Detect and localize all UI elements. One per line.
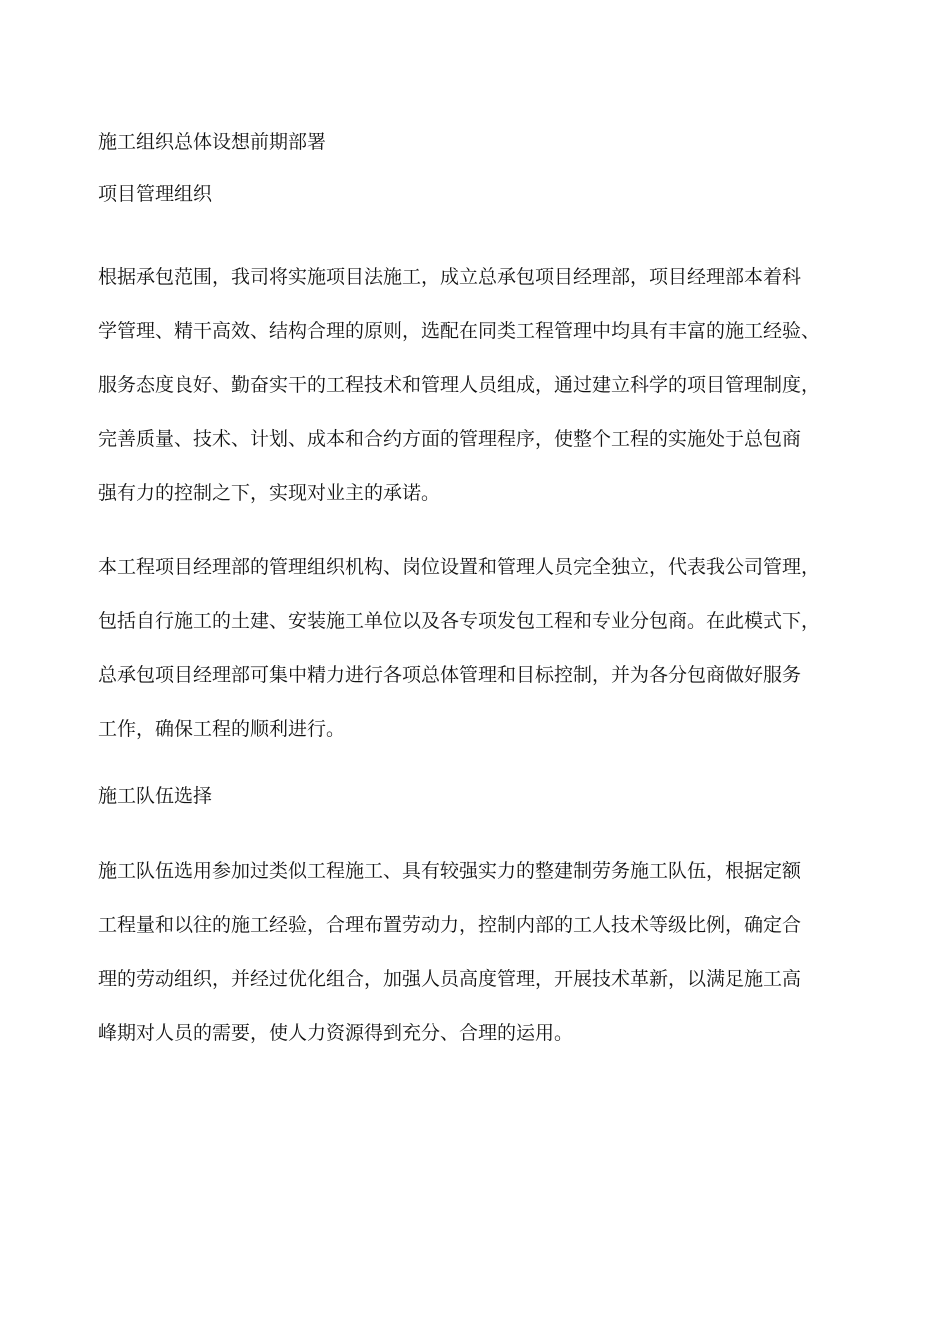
text-line: 总承包项目经理部可集中精力进行各项总体管理和目标控制，并为各分包商做好服务 [98,664,802,686]
section-heading-team-selection: 施工队伍选择 [98,785,213,807]
text-line: 本工程项目经理部的管理组织机构、岗位设置和管理人员完全独立，代表我公司管理， [98,556,821,578]
section-heading-project-management: 项目管理组织 [98,183,213,205]
text-line: 理的劳动组织，并经过优化组合，加强人员高度管理，开展技术革新，以满足施工高 [98,968,802,990]
paragraph-team-selection-1 [98,844,868,1060]
text-line: 服务态度良好、勤奋实干的工程技术和管理人员组成，通过建立科学的项目管理制度， [98,374,821,396]
paragraph-project-management-1 [98,250,868,520]
paragraph-project-management-2 [98,540,868,756]
text-line: 包括自行施工的土建、安装施工单位以及各专项发包工程和专业分包商。在此模式下， [98,610,821,632]
text-line: 施工队伍选用参加过类似工程施工、具有较强实力的整建制劳务施工队伍，根据定额 [98,860,802,882]
text-line: 完善质量、技术、计划、成本和合约方面的管理程序，使整个工程的实施处于总包商 [98,428,802,450]
text-line: 根据承包范围，我司将实施项目法施工，成立总承包项目经理部，项目经理部本着科 [98,266,802,288]
text-line: 峰期对人员的需要，使人力资源得到充分、合理的运用。 [98,1022,574,1044]
text-line: 工作，确保工程的顺利进行。 [98,718,346,740]
text-line: 学管理、精干高效、结构合理的原则，选配在同类工程管理中均具有丰富的施工经验、 [98,320,821,342]
text-line: 强有力的控制之下，实现对业主的承诺。 [98,482,441,504]
document-body [98,128,868,1060]
text-line: 工程量和以往的施工经验，合理布置劳动力，控制内部的工人技术等级比例，确定合 [98,914,802,936]
document-title: 施工组织总体设想前期部署 [98,131,327,153]
